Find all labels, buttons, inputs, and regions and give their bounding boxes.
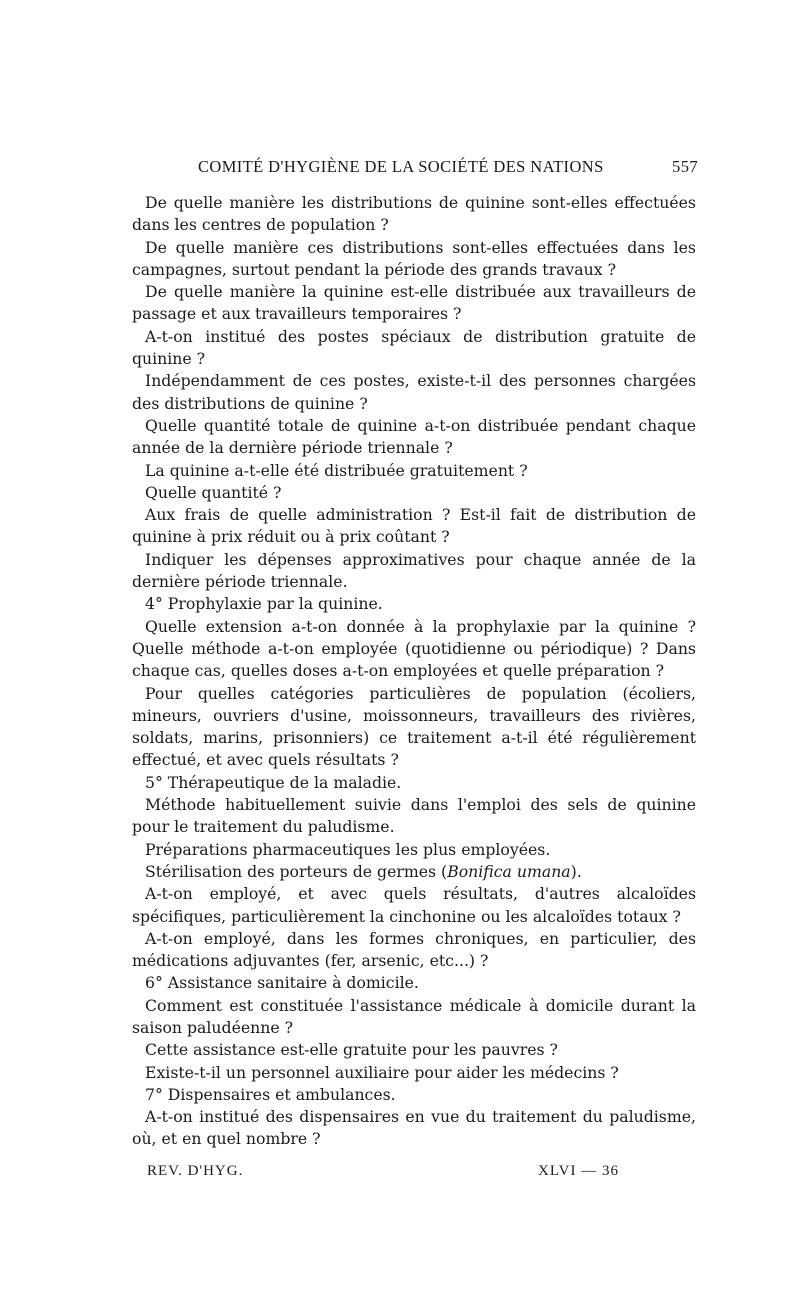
paragraph: Existe-t-il un personnel auxiliaire pour aider les médecins ?: [145, 1062, 619, 1082]
paragraph: A-t-on institué des dispensaires en vue du traitement du paludisme, où, et en quel nombre ?: [132, 1107, 696, 1149]
paragraph: De quelle manière la quinine est-elle distribuée aux travailleurs de passage et aux travailleurs temporaires ?: [132, 282, 696, 324]
footer-journal: REV. D'HYG.: [147, 1163, 244, 1179]
page-number: 557: [672, 157, 698, 176]
section-heading: 7° Dispensaires et ambulances.: [145, 1084, 396, 1104]
paragraph: A-t-on institué des postes spéciaux de distribution gratuite de quinine ?: [132, 326, 696, 369]
paragraph: A-t-on employé, dans les formes chroniques, en particulier, des médications adjuvantes (fer, arsenic, etc...) ?: [132, 928, 696, 971]
italic-term: Bonifica umana: [447, 861, 571, 881]
paragraph: Cette assistance est-elle gratuite pour les pauvres ?: [145, 1040, 558, 1060]
body-text: [132, 192, 696, 1151]
paragraph: Méthode habituellement suivie dans l'emploi des sels de quinine pour le traitement du paludisme.: [132, 795, 696, 837]
header-title: COMITÉ D'HYGIÈNE DE LA SOCIÉTÉ DES NATIONS: [198, 157, 604, 176]
paragraph: De quelle manière ces distributions sont-elles effectuées dans les campagnes, surtout pendant la période des grands travaux ?: [132, 237, 696, 279]
text-run: Stérilisation des porteurs de germes (: [145, 861, 448, 881]
paragraph: Quelle extension a-t-on donnée à la prophylaxie par la quinine ? Quelle méthode a-t-on employée (quotidienne ou périodique) ? Dans chaque cas, quelles doses a-t-on employées et quelle préparation ?: [132, 616, 696, 681]
page-footer: [147, 1163, 619, 1185]
paragraph: Indiquer les dépenses approximatives pour chaque année de la dernière période triennale.: [132, 549, 696, 592]
paragraph: Pour quelles catégories particulières de population (écoliers, mineurs, ouvriers d'usine, moissonneurs, travailleurs des rivières, soldats, marins, prisonniers) ce traitement a-t-il été régulièrement effectué, et avec quels résultats ?: [132, 683, 696, 770]
paragraph: A-t-on employé, et avec quels résultats, d'autres alcaloïdes spécifiques, particulièrement la cinchonine ou les alcaloïdes totaux ?: [132, 884, 696, 926]
running-header: [198, 157, 698, 179]
text-run: ).: [570, 861, 582, 881]
paragraph: Préparations pharmaceutiques les plus employées.: [145, 839, 551, 859]
section-heading: 5° Thérapeutique de la maladie.: [145, 772, 402, 792]
paragraph: Quelle quantité ?: [145, 482, 282, 502]
section-heading: 4° Prophylaxie par la quinine.: [145, 594, 383, 614]
footer-signature: XLVI — 36: [538, 1163, 619, 1179]
section-heading: 6° Assistance sanitaire à domicile.: [145, 973, 419, 993]
paragraph: [132, 861, 696, 883]
paragraph: Aux frais de quelle administration ? Est-il fait de distribution de quinine à prix réduit ou à prix coûtant ?: [132, 505, 696, 547]
paragraph: La quinine a-t-elle été distribuée gratuitement ?: [145, 460, 528, 480]
paragraph: Comment est constituée l'assistance médicale à domicile durant la saison paludéenne ?: [132, 995, 696, 1037]
paragraph: Quelle quantité totale de quinine a-t-on distribuée pendant chaque année de la dernière période triennale ?: [132, 415, 696, 458]
paragraph: De quelle manière les distributions de quinine sont-elles effectuées dans les centres de population ?: [132, 193, 696, 235]
paragraph: Indépendamment de ces postes, existe-t-il des personnes chargées des distributions de quinine ?: [132, 371, 696, 413]
